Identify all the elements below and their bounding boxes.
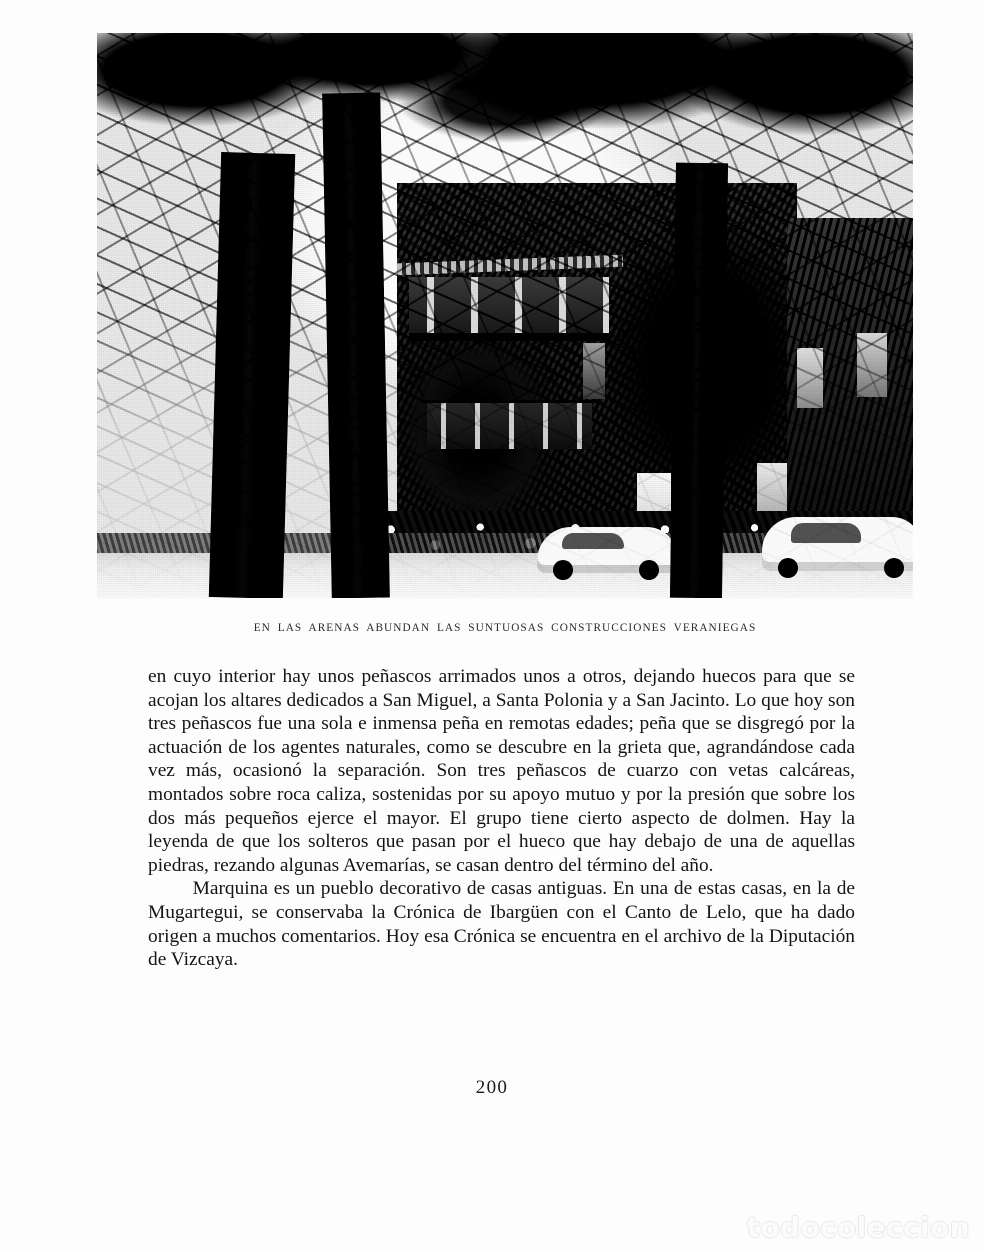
photograph-scene: [97, 33, 913, 598]
pine-branches: [97, 33, 913, 598]
photograph-caption: EN LAS ARENAS ABUNDAN LAS SUNTUOSAS CONSTRUCCIONES VERANIEGAS: [253, 622, 757, 634]
watermark-todocoleccion: todocoleccion: [746, 1211, 970, 1244]
paragraph-continuation: en cuyo interior hay unos peñascos arrimados unos a otros, dejando huecos para que se acojan los altares dedicados a San Miguel, a Santa Polonia y a San Jacinto. Lo que hoy son tres peñascos fue una sola e inmensa peña en remotas edades; peña que se disgregó por la actuación de los agentes naturales, como se descubre en la grieta que, agrandándose cada vez más, ocasionó la separación. Son tres peñascos de cuarzo con vetas calcáreas, montados sobre roca caliza, sostenidas por su apoyo mutuo y por la presión que sobre los dos más pequeños ejerce el mayor. El grupo tiene cierto aspecto de dolmen. Hay la leyenda de que los solteros que pasan por el hueco que hay debajo de una de aquellas piedras, rezando algunas Avemarías, se casan dentro del término del año.: [148, 666, 855, 876]
body-text-block: [148, 665, 855, 972]
paragraph-marquina: Marquina es un pueblo decorativo de casas antiguas. En una de estas casas, en la de Mugartegui, se conservaba la Crónica de Ibargüen con el Canto de Lelo, que ha dado origen a muchos comentarios. Hoy esa Crónica se encuentra en el archivo de la Diputación de Vizcaya.: [148, 878, 855, 971]
page-number: 200: [475, 1077, 509, 1098]
photograph-plate: [97, 33, 913, 598]
